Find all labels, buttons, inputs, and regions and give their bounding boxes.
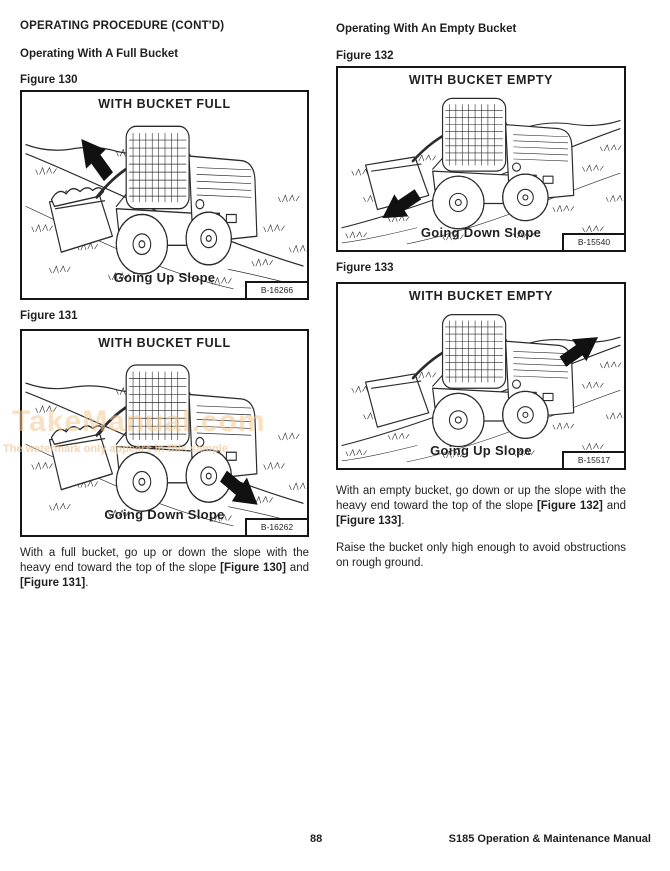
figure-131	[20, 329, 309, 537]
figure-130-caption: Going Up Slope	[113, 270, 216, 285]
figure-130	[20, 90, 309, 300]
figure-133-caption: Going Up Slope	[430, 443, 532, 458]
skid-steer-loader	[366, 315, 574, 447]
skid-steer-loader	[50, 126, 257, 274]
slope-direction-arrow-icon	[72, 129, 119, 186]
page-heading: OPERATING PROCEDURE (CONT'D)	[20, 20, 225, 32]
figure-131-caption: Going Down Slope	[104, 507, 225, 522]
figure-132	[336, 66, 626, 252]
figure-131-label: Figure 131	[20, 310, 78, 322]
figure-132-ref: B-15540	[562, 233, 626, 252]
figure-133-illustration	[338, 284, 624, 468]
figure-131-title: WITH BUCKET FULL	[98, 336, 231, 350]
full-bucket-paragraph: With a full bucket, go up or down the slope with the heavy end toward the top of the slope [Figure 130] and [Figure 131].	[20, 547, 309, 589]
figure-132-title: WITH BUCKET EMPTY	[408, 73, 554, 87]
figure-132-illustration	[338, 68, 624, 250]
section-heading-full-bucket: Operating With A Full Bucket	[20, 48, 179, 60]
manual-title: S185 Operation & Maintenance Manual	[448, 833, 651, 845]
figure-130-ref: B-16266	[245, 281, 309, 300]
figure-131-ref: B-16262	[245, 518, 309, 537]
watermark-note: The watermark only appears in this sample	[3, 443, 228, 455]
figure-132-label: Figure 132	[336, 50, 394, 62]
watermark-brand: TakeManual.com	[12, 405, 266, 438]
page-number: 88	[310, 833, 323, 845]
figure-133-title: WITH BUCKET EMPTY	[408, 289, 554, 303]
figure-130-title: WITH BUCKET FULL	[98, 97, 231, 111]
figure-133-label: Figure 133	[336, 262, 394, 274]
empty-bucket-paragraph: With an empty bucket, go down or up the slope with the heavy end toward the top of the slope [Figure 132] and [Figure 133].	[336, 485, 626, 527]
figure-133	[336, 282, 626, 470]
figure-132-caption: Going Down Slope	[420, 225, 542, 240]
figure-130-label: Figure 130	[20, 74, 78, 86]
section-heading-empty-bucket: Operating With An Empty Bucket	[336, 23, 517, 35]
figure-130-illustration	[22, 92, 307, 298]
figure-133-ref: B-15517	[562, 451, 626, 470]
raise-bucket-paragraph: Raise the bucket only high enough to avoid obstructions on rough ground.	[336, 542, 626, 569]
figure-131-illustration	[22, 331, 307, 535]
skid-steer-loader	[50, 365, 257, 511]
